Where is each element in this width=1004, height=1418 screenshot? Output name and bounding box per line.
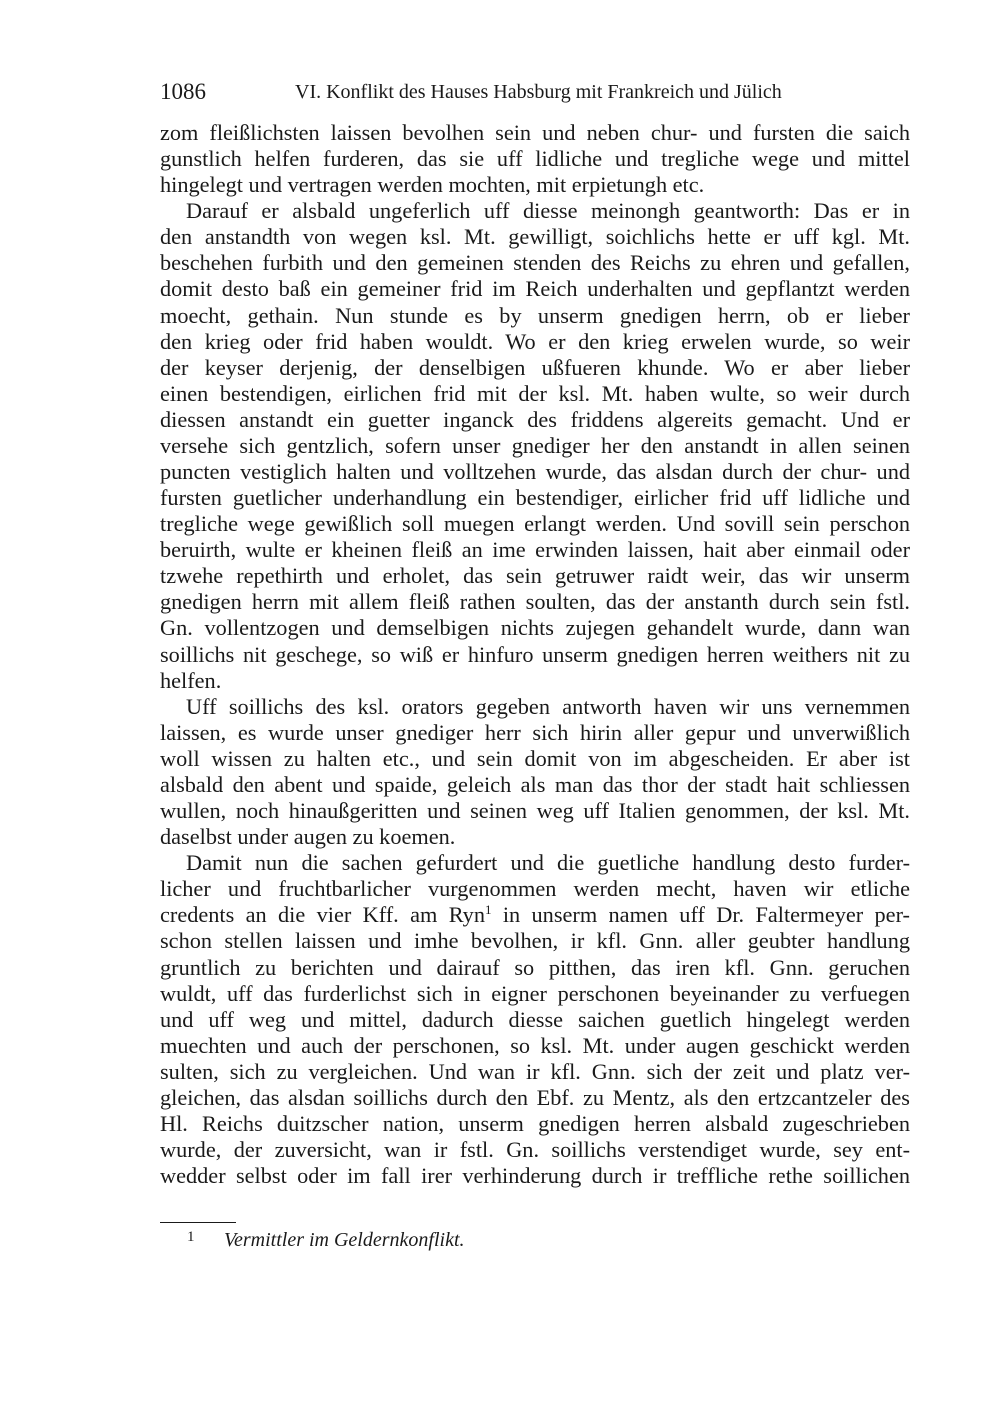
text-line: laissen, es wurde unser gnediger herr sich hirin aller gepur und unverwißlich xyxy=(160,719,910,745)
text-fragment: credents an die vier Kff. am Ryn xyxy=(160,902,485,928)
text-line: diessen anstandt ein guetter inganck des friddens algereits gemacht. Und er xyxy=(160,406,910,432)
text-line: beruirth, wulte er kheinen fleiß an ime erwinden laissen, hait aber einmail oder xyxy=(160,537,910,563)
text-line: beschehen furbith und den gemeinen stenden des Reichs zu ehren und gefallen, xyxy=(160,250,910,276)
footnote-number: 1 xyxy=(187,1229,195,1245)
text-line: den krieg oder frid haben wouldt. Wo er den krieg erwelen wurde, so weir xyxy=(160,328,910,354)
text-line: helfen. xyxy=(160,667,222,693)
text-line: sulten, sich zu vergleichen. Und wan ir kfl. Gnn. sich der zeit und platz ver- xyxy=(160,1058,910,1084)
text-line: wurde, der zuversicht, wan ir fstl. Gn. soillichs verstendiget wurde, sey ent- xyxy=(160,1137,910,1163)
text-line: zom fleißlichsten laissen bevolhen sein und neben chur- und fursten die saich xyxy=(160,120,910,145)
text-line: gruntlich zu berichten und dairauf so pitthen, das iren kfl. Gnn. geruchen xyxy=(160,954,910,980)
text-line: woll wissen zu halten etc., und sein domit von im abgescheiden. Er aber ist xyxy=(160,745,910,771)
text-line: puncten vestiglich halten und volltzehen wurde, das alsdan durch der chur- und xyxy=(160,459,910,485)
text-line: gnedigen herrn mit allem fleiß rathen soulten, das der anstanth durch sein fstl. xyxy=(160,589,910,615)
text-line: gleichen, das alsdan soillichs durch den Ebf. zu Mentz, als den ertzcantzeler des xyxy=(160,1084,910,1110)
text-line: tregliche wege gewißlich soll muegen erlangt werden. Und sovill sein perschon xyxy=(160,511,910,537)
text-line: daselbst under augen zu koemen. xyxy=(160,824,456,850)
text-line: wedder selbst oder im fall irer verhinderung durch ir treffliche rethe soillichen xyxy=(160,1163,910,1189)
text-line: Darauf er alsbald ungeferlich uff diesse meinongh geantworth: Das er in xyxy=(186,198,910,224)
text-line: Damit nun die sachen gefurdert und die guetliche handlung desto furder- xyxy=(186,850,910,876)
footnote-text: Vermittler im Geldernkonflikt. xyxy=(224,1229,465,1251)
text-line: wullen, noch hinaußgeritten und seinen weg uff Italien genommen, der ksl. Mt. xyxy=(160,798,910,824)
text-line: hingelegt und vertragen werden mochten, mit erpietungh etc. xyxy=(160,172,705,198)
text-line: den anstandth von wegen ksl. Mt. gewilligt, soichlichs hette er uff kgl. Mt. xyxy=(160,224,910,250)
text-line: schon stellen laissen und imhe bevolhen, ir kfl. Gnn. aller geubter handlung xyxy=(160,928,910,954)
text-fragment: in unserm namen uff Dr. Faltermeyer per- xyxy=(491,902,910,928)
text-line: wuldt, uff das furderlichst sich in eigner perschonen beyeinander zu verfuegen xyxy=(160,980,910,1006)
body-text xyxy=(160,120,910,1189)
text-line: moecht, gethain. Nun stunde es by unserm gnedigen herrn, ob er lieber xyxy=(160,302,910,328)
text-line: domit desto baß ein gemeiner frid im Reich underhalten und gepflantzt werden xyxy=(160,276,910,302)
page-number: 1086 xyxy=(160,79,206,104)
text-line: tzwehe repethirth und erholet, das sein getruwer raidt weir, das wir unserm xyxy=(160,563,910,589)
text-line: Hl. Reichs duitzscher nation, unserm gnedigen herren alsbald zugeschrieben xyxy=(160,1110,910,1136)
text-line xyxy=(160,902,910,928)
text-line: gunstlich helfen furderen, das sie uff lidliche und tregliche wege und mittel xyxy=(160,146,910,172)
text-line: Gn. vollentzogen und demselbigen nichts zujegen gehandelt wurde, dann wan xyxy=(160,615,910,641)
text-line: fursten guetlicher underhandlung ein bestendiger, eirlicher frid uff lidliche und xyxy=(160,485,910,511)
page-header xyxy=(160,79,910,109)
text-line: Uff soillichs des ksl. orators gegeben antworth haven wir uns vernemmen xyxy=(186,693,910,719)
text-line: und uff weg und mittel, dadurch diesse saichen guetlich hingelegt werden xyxy=(160,1006,910,1032)
footnote-reference: 1 xyxy=(484,902,492,918)
text-line: einen bestendigen, eirlichen frid mit der ksl. Mt. haben wulte, so weir durch xyxy=(160,380,910,406)
text-line: versehe sich gentzlich, sofern unser gnediger her den anstandt in allen seinen xyxy=(160,432,910,458)
text-line: alsbald den abent und spaide, geleich als man das thor der stadt hait schliessen xyxy=(160,771,910,797)
text-line: der keyser derjenig, der denselbigen ußfueren khunde. Wo er aber lieber xyxy=(160,354,910,380)
text-line: licher und fruchtbarlicher vurgenommen werden mecht, haven wir etliche xyxy=(160,876,910,902)
footnote-divider xyxy=(160,1222,236,1223)
running-head: VI. Konflikt des Hauses Habsburg mit Frankreich und Jülich xyxy=(295,81,782,103)
text-line: muechten und auch der perschonen, so ksl. Mt. under augen geschickt werden xyxy=(160,1032,910,1058)
text-line: soillichs nit geschege, so wiß er hinfuro unserm gnedigen herren weithers nit zu xyxy=(160,641,910,667)
